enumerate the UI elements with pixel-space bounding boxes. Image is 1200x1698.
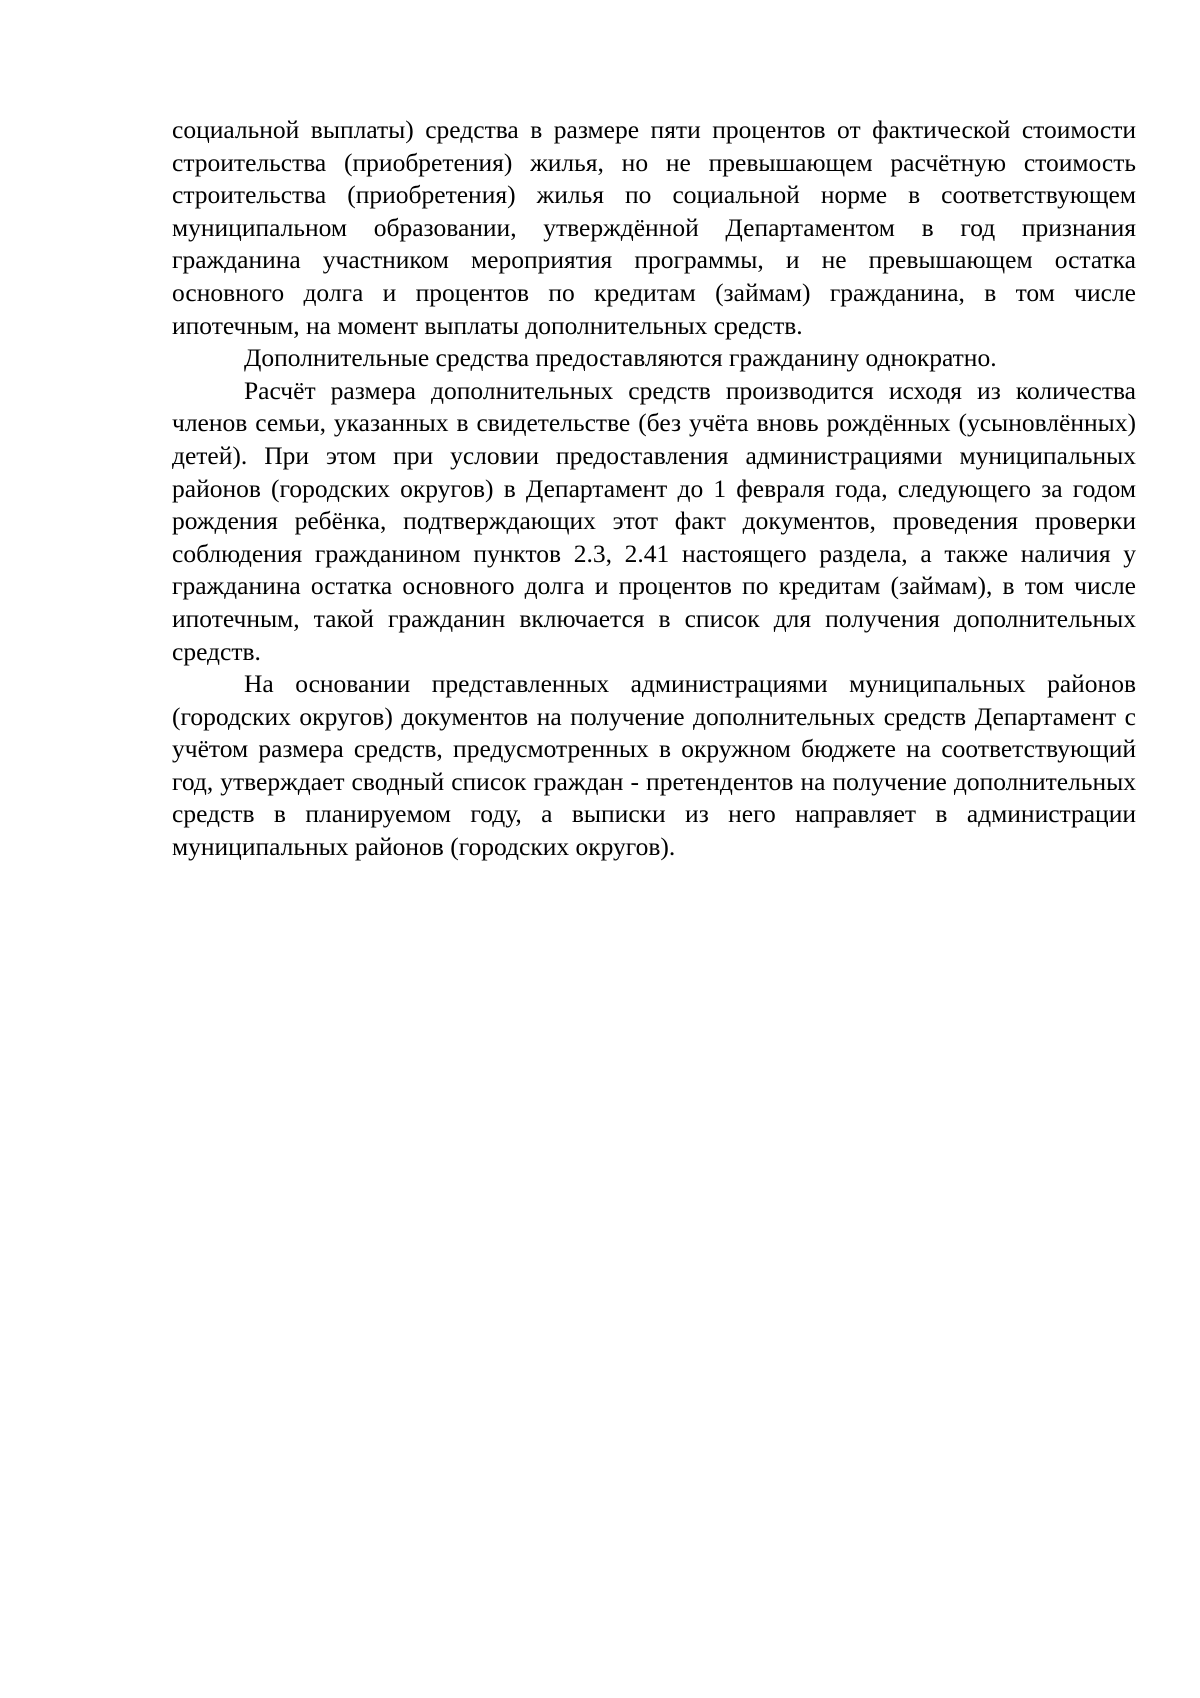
paragraph-2: Дополнительные средства предоставляются гражданину однократно. <box>244 343 997 373</box>
paragraph-3: Расчёт размера дополнительных средств производится исходя из количества членов семьи, указанных в свидетельстве (без учёта вновь рождённых (усыновлённых) детей). При этом при условии предоставления администрациями муниципальных районов (городских округов) в Департамент до 1 февраля года, следующего за годом рождения ребёнка, подтверждающих этот факт документов, проведения проверки соблюдения гражданином пунктов 2.3, 2.41 настоящего раздела, а также наличия у гражданина остатка основного долга и процентов по кредитам (займам), в том числе ипотечным, такой гражданин включается в список для получения дополнительных средств. <box>172 375 1136 666</box>
paragraph-1: социальной выплаты) средства в размере пяти процентов от фактической стоимости строительства (приобретения) жилья, но не превышающем расчётную стоимость строительства (приобретения) жилья по социальной норме в соответствующем муниципальном образовании, утверждённой Департаментом в год признания гражданина участником мероприятия программы, и не превышающем остатка основного долга и процентов по кредитам (займам) гражданина, в том числе ипотечным, на момент выплаты дополнительных средств. <box>172 115 1136 340</box>
document-body <box>172 114 1136 864</box>
paragraph-4: На основании представленных администрациями муниципальных районов (городских округов) документов на получение дополнительных средств Департамент с учётом размера средств, предусмотренных в окружном бюджете на соответствующий год, утверждает сводный список граждан - претендентов на получение дополнительных средств в планируемом году, а выписки из него направляет в администрации муниципальных районов (городских округов). <box>172 669 1136 862</box>
